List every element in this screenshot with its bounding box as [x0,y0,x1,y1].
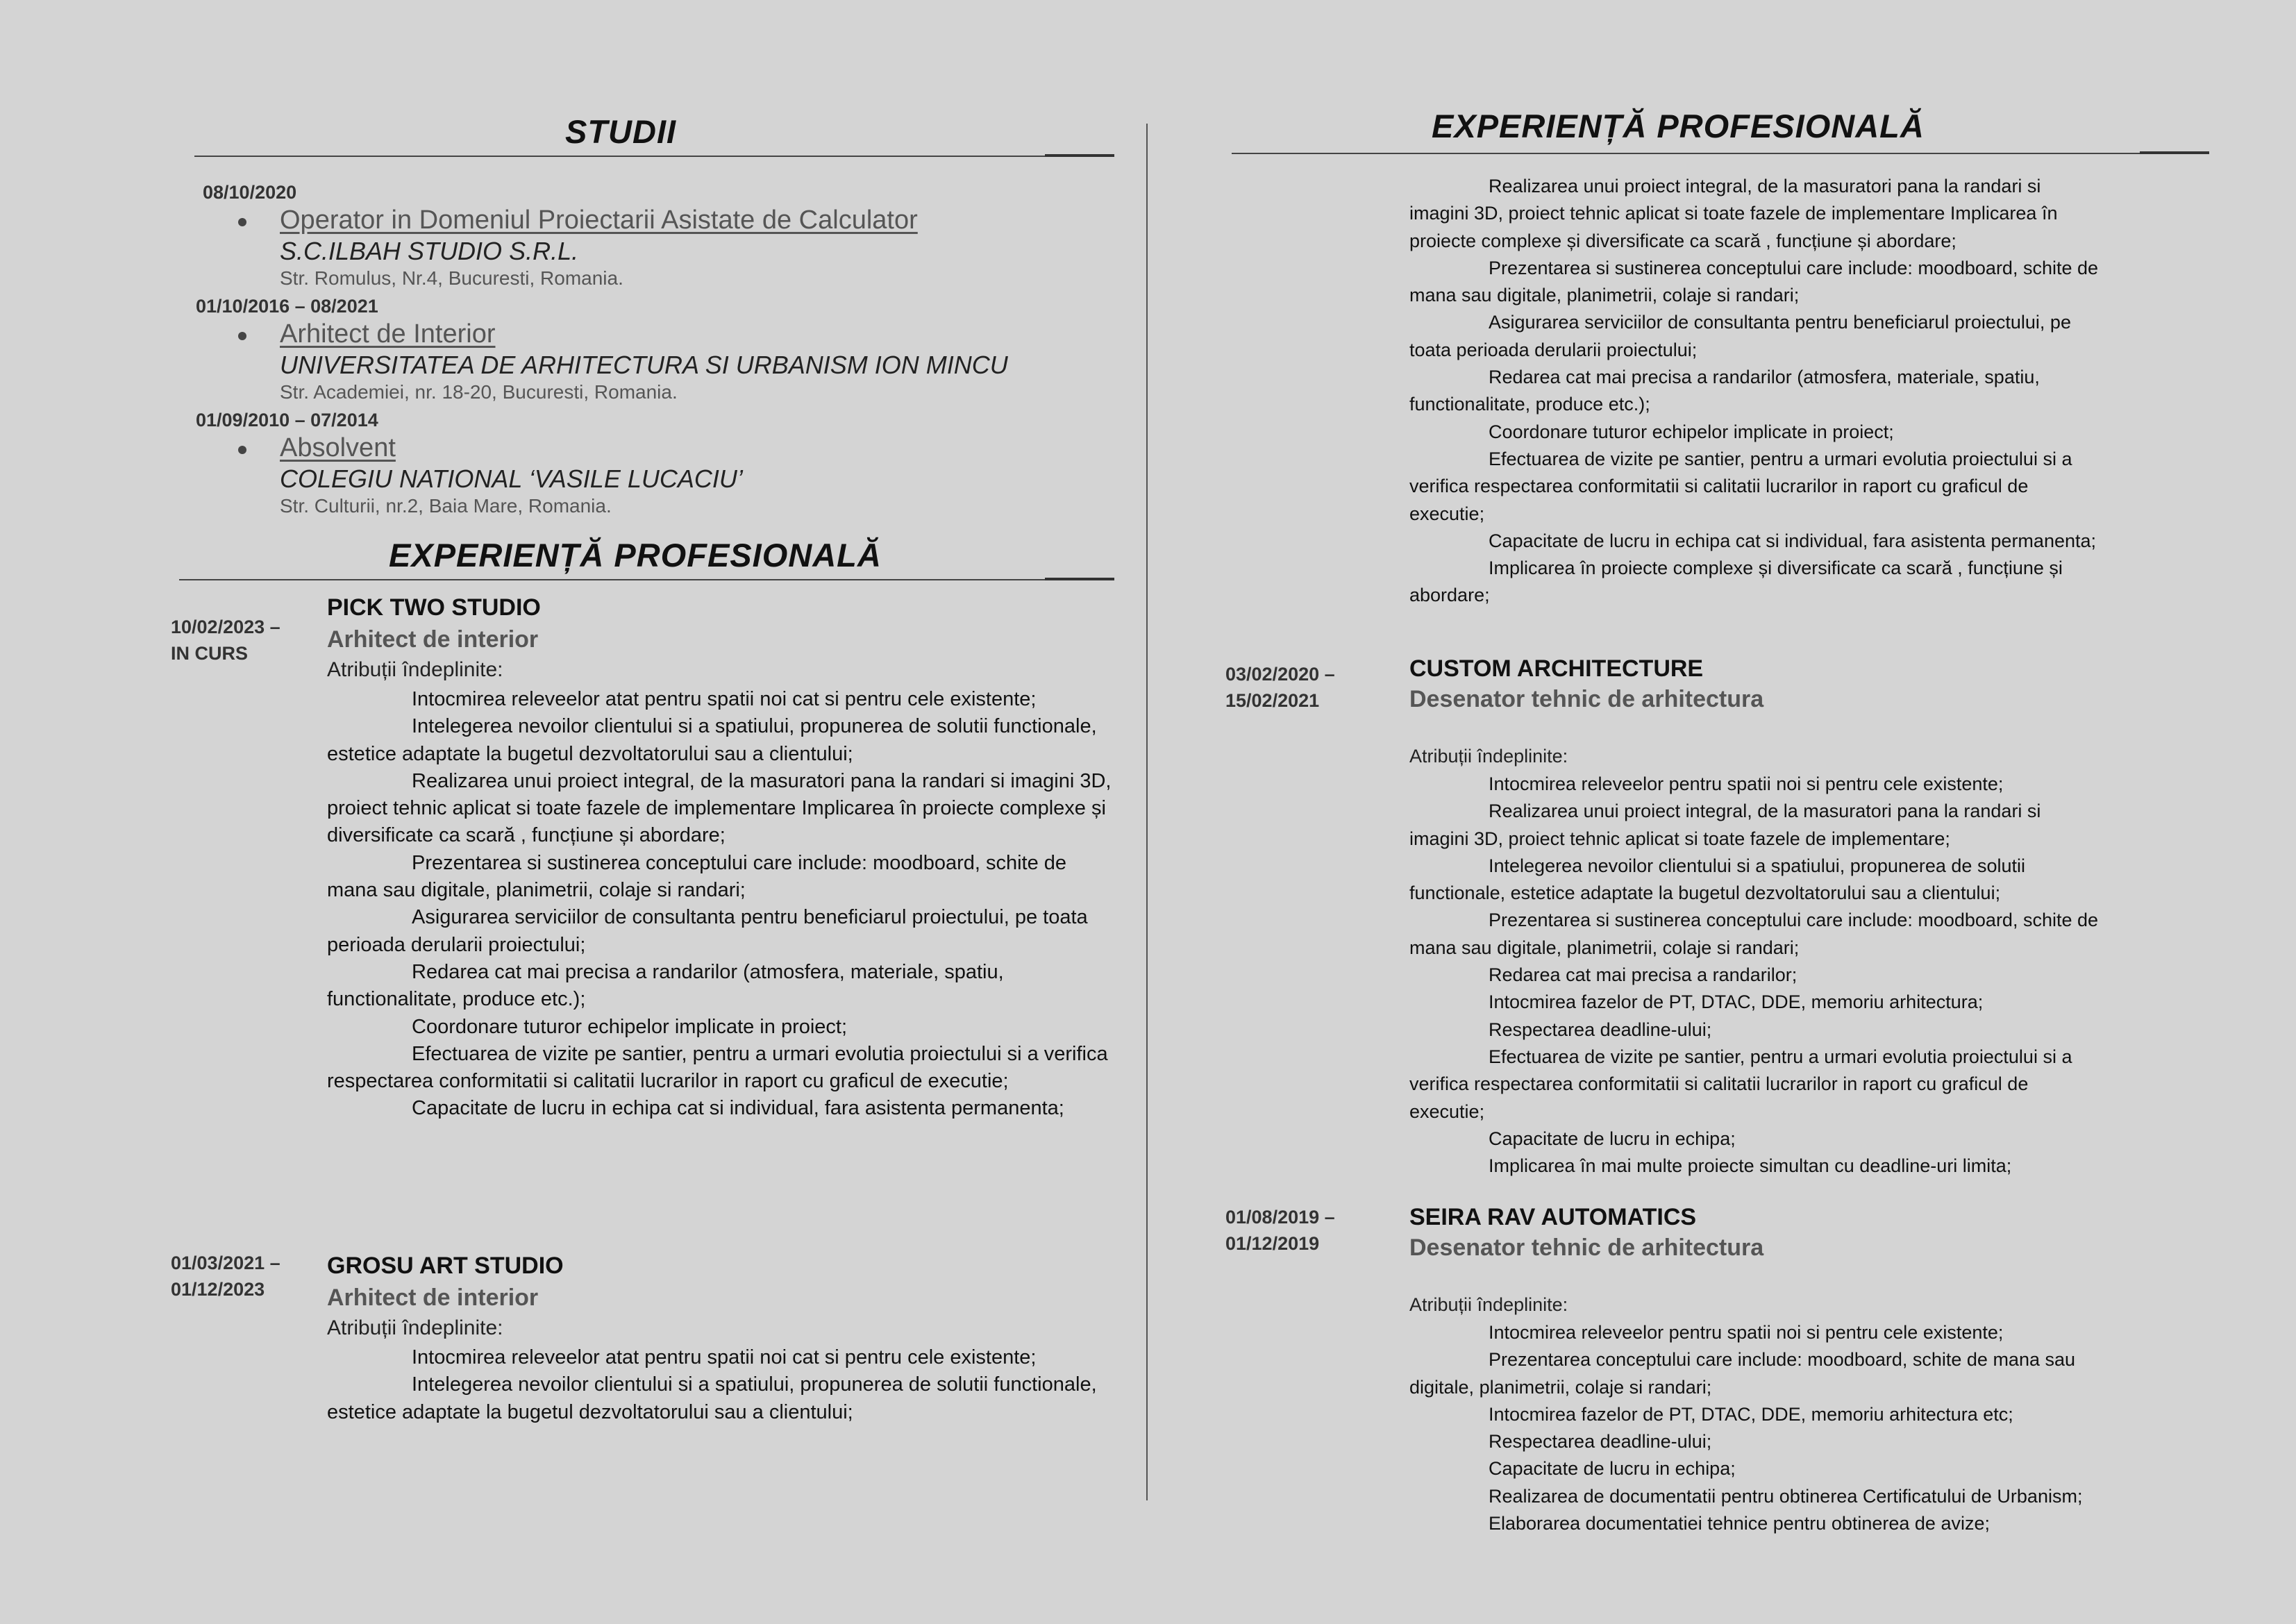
duty-item: Efectuarea de vizite pe santier, pentru a urmari evolutia proiectului si a verifica respectarea conformitatii si calitatii lucrarilor in raport cu graficul de executie; [1409,448,2072,524]
duty-item: Intelegerea nevoilor clientului si a spatiului, propunerea de solutii functionale, estetice adaptate la bugetul dezvoltatorului sau a clientului; [327,1373,1097,1423]
job-date: 10/02/2023 – IN CURS [171,617,280,664]
company-name: CUSTOM ARCHITECTURE [1409,655,1704,682]
duty-item: Redarea cat mai precisa a randarilor (atmosfera, materiale, spatiu, functionalitate, produce etc.); [1409,367,2040,415]
job-date: 03/02/2020 – 15/02/2021 [1225,664,1335,711]
experience-divider-accent [2140,151,2209,154]
duty-item: Efectuarea de vizite pe santier, pentru a urmari evolutia proiectului si a verifica respectarea conformitatii si calitatii lucrarilor in raport cu graficul de executie; [1409,1046,2072,1122]
duty-item: Realizarea unui proiect integral, de la masuratori pana la randari si imagini 3D, proiect tehnic aplicat si toate fazele de implementare; [1409,801,2041,849]
experience-title-continued: EXPERIENȚĂ PROFESIONALĂ [1432,108,1925,144]
study-address: Str. Culturii, nr.2, Baia Mare, Romania. [280,495,612,517]
study-org: UNIVERSITATEA DE ARHITECTURA SI URBANISM ION MINCU [280,351,1008,379]
study-address: Str. Romulus, Nr.4, Bucuresti, Romania. [280,267,623,289]
experience-divider [1232,153,2209,154]
duty-item: Prezentarea conceptului care include: moodboard, schite de mana sau digitale, planimetrii, colaje si randari; [1409,1349,2076,1398]
experience-divider-accent [1045,578,1114,580]
studies-divider [194,156,1114,157]
duty-item: Intocmirea fazelor de PT, DTAC, DDE, memoriu arhitectura; [1489,991,1984,1013]
duty-item: Redarea cat mai precisa a randarilor; [1489,964,1798,986]
attributions-label: Atribuții îndeplinite: [327,1316,503,1339]
job-date: 01/08/2019 – 01/12/2019 [1225,1207,1335,1254]
left-column [0,0,1146,1624]
job-role: Arhitect de interior [327,626,539,653]
study-title: Absolvent [280,433,396,462]
duty-item: Intocmirea releveelor atat pentru spatii noi cat si pentru cele existente; [412,688,1037,710]
duty-item: Realizarea unui proiect integral, de la masuratori pana la randari si imagini 3D, proiect tehnic aplicat si toate fazele de implementare Implicarea în proiecte complexe și diversificate ca scară , funcțiune și abordare; [327,769,1112,847]
duty-item: Prezentarea si sustinerea conceptului care include: moodboard, schite de mana sau digitale, planimetrii, colaje si randari; [1409,257,2099,306]
experience-title: EXPERIENȚĂ PROFESIONALĂ [389,537,882,574]
study-date: 08/10/2020 [203,182,297,203]
study-org: S.C.ILBAH STUDIO S.R.L. [280,237,579,265]
study-date: 01/10/2016 – 08/2021 [196,296,378,317]
attributions-label: Atribuții îndeplinite: [1409,1294,1568,1315]
duty-item: Asigurarea serviciilor de consultanta pentru beneficiarul proiectului, pe toata perioada derularii proiectului; [1409,312,2071,360]
duty-item: Capacitate de lucru in echipa cat si individual, fara asistenta permanenta; [412,1097,1064,1120]
study-address: Str. Academiei, nr. 18-20, Bucuresti, Romania. [280,381,678,403]
duty-item: Capacitate de lucru in echipa; [1489,1128,1736,1149]
duties-list [1409,771,2104,1180]
studies-title: STUDII [565,113,677,150]
duty-item: Capacitate de lucru in echipa; [1489,1458,1736,1480]
duty-item: Capacitate de lucru in echipa cat si individual, fara asistenta permanenta; [1489,530,2097,551]
duty-item: Efectuarea de vizite pe santier, pentru a urmari evolutia proiectului si a verifica respectarea conformitatii si calitatii lucrarilor in raport cu graficul de executie; [327,1042,1108,1093]
duties-list [327,686,1112,1123]
duty-item: Intocmirea fazelor de PT, DTAC, DDE, memoriu arhitectura etc; [1489,1403,2013,1425]
duty-item: Coordonare tuturor echipelor implicate in proiect; [412,1015,848,1038]
duty-item: Realizarea unui proiect integral, de la masuratori pana la randari si imagini 3D, proiect tehnic aplicat si toate fazele de implementare Implicarea în proiecte complexe și diversificate ca scară , funcțiune și abordare; [1409,176,2058,251]
duty-item: Asigurarea serviciilor de consultanta pentru beneficiarul proiectului, pe toata perioada derularii proiectului; [327,906,1088,956]
duty-item: Intocmirea releveelor pentru spatii noi si pentru cele existente; [1489,1322,2004,1343]
studies-divider-accent [1045,154,1114,157]
company-name: GROSU ART STUDIO [327,1253,564,1279]
study-org: COLEGIU NATIONAL ‘VASILE LUCACIU’ [280,464,743,493]
attributions-label: Atribuții îndeplinite: [1409,746,1568,767]
right-column [1146,0,2296,1624]
duties-list [1409,1319,2104,1537]
study-title: Arhitect de Interior [280,319,496,349]
duty-item: Intelegerea nevoilor clientului si a spatiului, propunerea de solutii functionale, estetice adaptate la bugetul dezvoltatorului sau a clientului; [1409,855,2025,904]
company-name: PICK TWO STUDIO [327,594,541,621]
duties-list-continued [1409,173,2104,610]
job-role: Desenator tehnic de arhitectura [1409,1234,1764,1261]
experience-divider [179,579,1114,580]
duty-item: Respectarea deadline-ului; [1489,1431,1712,1453]
duty-item: Implicarea în mai multe proiecte simultan cu deadline-uri limita; [1489,1155,2012,1177]
duty-item: Intocmirea releveelor atat pentru spatii noi cat si pentru cele existente; [412,1346,1037,1368]
study-date: 01/09/2010 – 07/2014 [196,410,378,430]
duty-item: Respectarea deadline-ului; [1489,1019,1712,1040]
duty-item: Redarea cat mai precisa a randarilor (atmosfera, materiale, spatiu, functionalitate, produce etc.); [327,960,1004,1011]
duty-item: Intocmirea releveelor pentru spatii noi si pentru cele existente; [1489,773,2004,794]
job-date: 01/03/2021 – 01/12/2023 [171,1253,280,1300]
duty-item: Intelegerea nevoilor clientului si a spatiului, propunerea de solutii functionale, estetice adaptate la bugetul dezvoltatorului sau a clientului; [327,715,1097,765]
duty-item: Realizarea de documentatii pentru obtinerea Certificatului de Urbanism; [1489,1485,2083,1507]
duty-item: Implicarea în proiecte complexe și diversificate ca scară , funcțiune și abordare; [1409,558,2063,606]
bullet-icon [238,218,246,226]
study-title: Operator in Domeniul Proiectarii Asistate de Calculator [280,206,918,235]
company-name: SEIRA RAV AUTOMATICS [1409,1204,1697,1230]
duty-item: Prezentarea si sustinerea conceptului care include: moodboard, schite de mana sau digitale, planimetrii, colaje si randari; [327,851,1067,902]
duty-item: Coordonare tuturor echipelor implicate in proiect; [1489,421,1894,442]
attributions-label: Atribuții îndeplinite: [327,658,503,681]
duties-list [327,1344,1112,1426]
job-role: Desenator tehnic de arhitectura [1409,686,1764,712]
duty-item: Prezentarea si sustinerea conceptului care include: moodboard, schite de mana sau digitale, planimetrii, colaje si randari; [1409,910,2099,958]
duty-item: Elaborarea documentatiei tehnice pentru obtinerea de avize; [1489,1513,1990,1534]
job-role: Arhitect de interior [327,1284,539,1311]
bullet-icon [238,446,246,454]
bullet-icon [238,332,246,340]
